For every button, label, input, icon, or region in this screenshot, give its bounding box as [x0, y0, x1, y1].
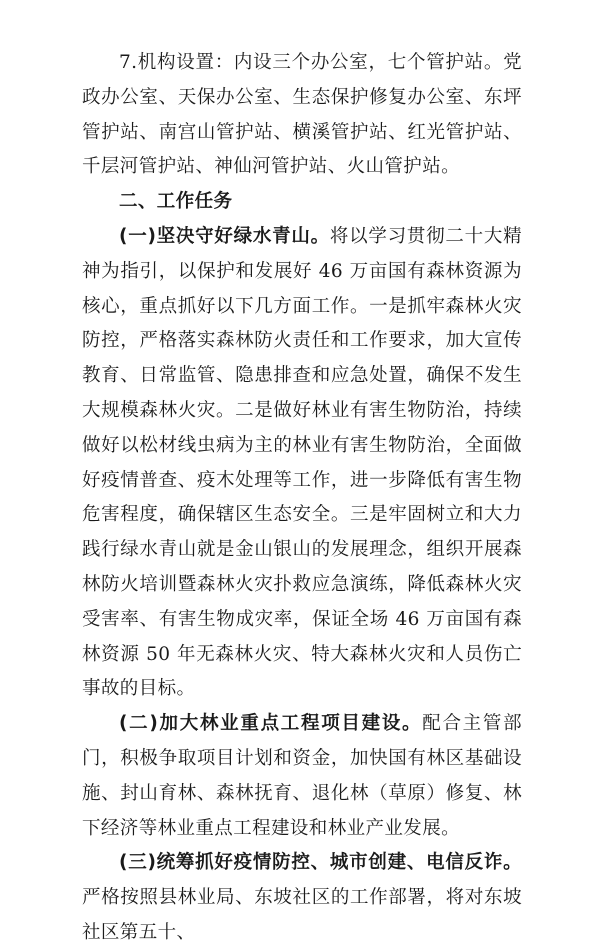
paragraph-lead: (一)坚决守好绿水青山。 [119, 225, 330, 247]
paragraph-task-1 [82, 220, 522, 707]
paragraph-lead: (三)统筹抓好疫情防控、城市创建、电信反诈。 [119, 852, 522, 874]
paragraph-task-3 [82, 846, 522, 950]
paragraph-text: 严格按照县林业局、东坡社区的工作部署，将对东坡社区第五十、 [82, 887, 522, 943]
document-body [82, 46, 522, 951]
section-heading-work-tasks: 二、工作任务 [119, 191, 233, 213]
paragraph-text: 7.机构设置：内设三个办公室，七个管护站。党政办公室、天保办公室、生态保护修复办公室、东坪管护站、南宫山管护站、横溪管护站、红光管护站、千层河管护站、神仙河管护站、火山管护站。 [82, 52, 522, 178]
paragraph-lead: (二)加大林业重点工程项目建设。 [119, 713, 423, 735]
paragraph-organization-setup [82, 46, 522, 185]
paragraph-text: 配合主管部门，积极争取项目计划和资金，加快国有林区基础设施、封山育林、森林抚育、退化林（草原）修复、林下经济等林业重点工程建设和林业产业发展。 [82, 713, 522, 839]
paragraph-task-2 [82, 707, 522, 846]
paragraph-text: 将以学习贯彻二十大精神为指引，以保护和发展好 46 万亩国有森林资源为核心，重点抓好以下几方面工作。一是抓牢森林火灾防控，严格落实森林防火责任和工作要求，加大宣传教育、日常监管、隐患排查和应急处置，确保不发生大规模森林火灾。二是做好林业有害生物防治，持续做好以松材线虫病为主的林业有害生物防治，全面做好疫情普查、疫木处理等工作，进一步降低有害生物危害程度，确保辖区生态安全。三是牢固树立和大力践行绿水青山就是金山银山的发展理念，组织开展森林防火培训暨森林火灾扑救应急演练，降低森林火灾受害率、有害生物成灾率，保证全场 46 万亩国有森林资源 50 年无森林火灾、特大森林火灾和人员伤亡事故的目标。 [82, 225, 522, 700]
